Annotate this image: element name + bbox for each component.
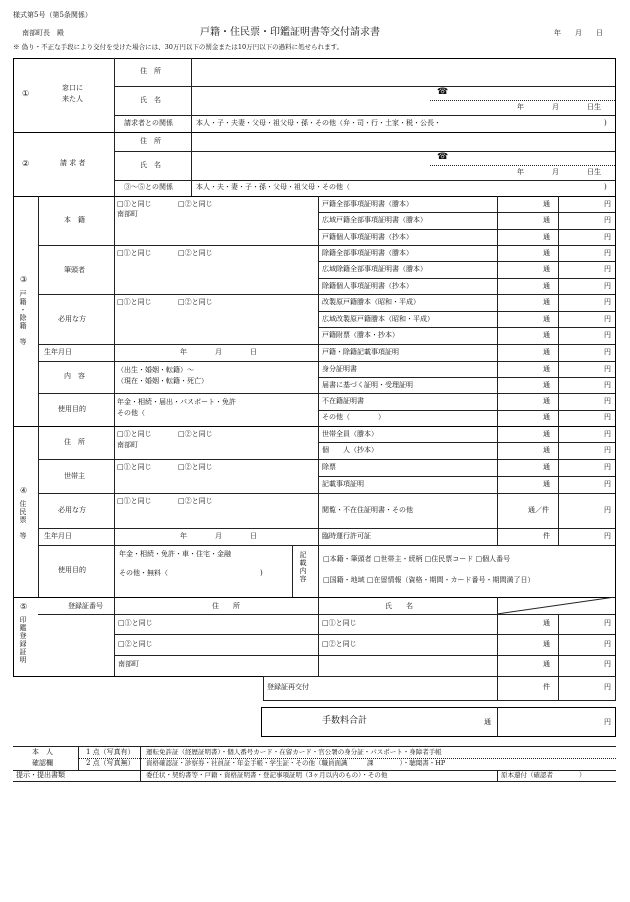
footer-teiji: 提示・提出書類 xyxy=(16,771,65,779)
section3-number: ③ xyxy=(20,275,28,284)
footer-r1-label: 1 点（写真有） xyxy=(86,748,135,756)
s4-address-same1[interactable]: □①と同じ xyxy=(117,430,152,438)
s4-item: 除票 xyxy=(322,463,336,471)
footer-r3-text[interactable]: 委任状・契約書等・戸籍・資格証明書・登記事項証明（3ヶ月以内のもの）・その他 xyxy=(146,771,388,779)
s4-purpose-close: ) xyxy=(260,569,263,577)
s4-item: 個 人（抄本） xyxy=(322,446,378,454)
section4-label: 住民票 等 xyxy=(19,500,27,540)
s3-hittousha-same2[interactable]: □②と同じ xyxy=(178,249,213,257)
s4-purpose-1[interactable]: 年金・相続・免許・車・住宅・金融 xyxy=(119,550,231,558)
s3-item: 広域戸籍全部事項証明書（謄本） xyxy=(322,216,427,224)
s4-kisai-2[interactable]: □国籍・地域 □在留情報（資格・期間・カード番号・期間満了日） xyxy=(323,576,535,584)
s5-unit: 通 xyxy=(543,640,550,648)
s4-birth-label: 生年月日 xyxy=(44,532,72,540)
s5-address-label: 住 所 xyxy=(212,602,240,610)
s4-setainushi-label: 世帯主 xyxy=(64,472,85,480)
s5-address-same1[interactable]: □①と同じ xyxy=(118,619,153,627)
s3-unit: 通 xyxy=(543,265,550,273)
s2-address-label: 住 所 xyxy=(140,137,161,145)
s5-yen: 円 xyxy=(604,640,611,648)
s3-honseki-same1[interactable]: □①と同じ xyxy=(117,200,152,208)
s3-unit: 通 xyxy=(543,397,550,405)
s4-yen: 円 xyxy=(604,532,611,540)
s3-item: 戸籍・除籍記載事項証明 xyxy=(322,348,399,356)
s3-yen: 円 xyxy=(604,315,611,323)
s5-address-same2[interactable]: □②と同じ xyxy=(118,640,153,648)
s1-phone-icon: ☎ xyxy=(437,87,449,97)
s3-purpose-1[interactable]: 年金・相続・届出・パスポート・免許 xyxy=(117,398,236,406)
s3-yen: 円 xyxy=(604,365,611,373)
s3-unit: 通 xyxy=(543,315,550,323)
s3-item: 不在籍証明書 xyxy=(322,397,364,405)
s4-item: 閲覧・不在住証明書・その他 xyxy=(322,506,413,514)
s3-item: 除籍全部事項証明書（謄本） xyxy=(322,249,413,257)
request-date: 年 月 日 xyxy=(554,29,603,37)
s3-item: 届書に基づく証明・受理証明 xyxy=(322,381,413,389)
section5-number: ⑤ xyxy=(20,602,28,611)
s3-unit: 通 xyxy=(543,331,550,339)
s5-reg-no-field[interactable] xyxy=(40,616,112,675)
s2-dob: 年 月 日生 xyxy=(517,168,601,176)
s4-address-town: 南部町 xyxy=(117,441,138,449)
s2-name-label: 氏 名 xyxy=(140,161,161,169)
s5-address-town: 南部町 xyxy=(118,660,139,668)
section2-number: ② xyxy=(22,159,30,168)
s4-address-same2[interactable]: □②と同じ xyxy=(178,430,213,438)
s1-address-field[interactable] xyxy=(193,60,613,85)
s3-item: 改製原戸籍謄本（昭和・平成） xyxy=(322,298,420,306)
s5-diagonal-line xyxy=(497,597,616,615)
s3-unit: 通 xyxy=(543,233,550,241)
s3-item: 広域改製原戸籍謄本（昭和・平成） xyxy=(322,315,434,323)
footer-r2-text[interactable]: 資格確認証・診察券・社員証・年金手帳・学生証・その他（職員面識 課 ）・聴聞書・HP xyxy=(146,759,446,767)
s3-yen: 円 xyxy=(604,331,611,339)
s4-purpose-2[interactable]: その他・無料（ xyxy=(119,569,168,577)
s2-relation-close: ) xyxy=(604,183,607,191)
s3-item: 戸籍個人事項証明書（抄本） xyxy=(322,233,413,241)
s4-kisai-1[interactable]: □本籍・筆頭者 □世帯主・続柄 □住民票コード □個人番号 xyxy=(323,555,511,563)
s1-address-label: 住 所 xyxy=(140,67,161,75)
s3-birth-label: 生年月日 xyxy=(44,348,72,356)
s3-unit: 通 xyxy=(543,282,550,290)
s3-purpose-2[interactable]: その他（ xyxy=(117,409,145,417)
s3-item: 戸籍全部事項証明書（謄本） xyxy=(322,200,413,208)
s5-unit: 通 xyxy=(543,619,550,627)
s4-hitsuyou-same2[interactable]: □②と同じ xyxy=(178,497,213,505)
s3-yen: 円 xyxy=(604,216,611,224)
s3-yen: 円 xyxy=(604,413,611,421)
s3-yen: 円 xyxy=(604,298,611,306)
footer-honnin: 本 人 xyxy=(32,748,53,756)
s5-unit: 通 xyxy=(543,660,550,668)
s1-relation-options[interactable]: 本人・子・夫妻・父母・祖父母・孫・その他（弁・司・行・土家・税・公長・ xyxy=(196,119,441,127)
s4-unit: 件 xyxy=(543,532,550,540)
s5-name-same1[interactable]: □①と同じ xyxy=(322,619,357,627)
s3-unit: 通 xyxy=(543,200,550,208)
s4-hitsuyou-same1[interactable]: □①と同じ xyxy=(117,497,152,505)
s2-phone-icon: ☎ xyxy=(437,152,449,162)
s4-setainushi-same1[interactable]: □①と同じ xyxy=(117,463,152,471)
s3-hittousha-same1[interactable]: □①と同じ xyxy=(117,249,152,257)
s3-naiyou-2[interactable]: （現在・婚姻・転籍・死亡） xyxy=(117,377,208,385)
s3-yen: 円 xyxy=(604,265,611,273)
s3-naiyou-label: 内 容 xyxy=(64,372,85,380)
s4-yen: 円 xyxy=(604,463,611,471)
s4-unit: 通 xyxy=(543,430,550,438)
form-number: 様式第5号（第5条関係） xyxy=(13,11,92,19)
s4-yen: 円 xyxy=(604,446,611,454)
s2-relation-label: ③～⑤との関係 xyxy=(124,183,173,191)
s5-yen: 円 xyxy=(604,660,611,668)
s4-yen: 円 xyxy=(604,480,611,488)
footer-kakunin: 確認欄 xyxy=(32,759,53,767)
section1-label-2: 来た人 xyxy=(62,95,83,103)
s3-yen: 円 xyxy=(604,282,611,290)
section5-label: 印鑑登録証明 xyxy=(19,616,27,664)
s3-yen: 円 xyxy=(604,249,611,257)
s5-reg-no-label: 登録証番号 xyxy=(68,602,103,610)
section1-label-1: 窓口に xyxy=(62,84,83,92)
s3-yen: 円 xyxy=(604,233,611,241)
s3-unit: 通 xyxy=(543,365,550,373)
s4-yen: 円 xyxy=(604,506,611,514)
s4-item: 臨時運行許可証 xyxy=(322,532,371,540)
s3-item: 身分証明書 xyxy=(322,365,357,373)
s3-unit: 通 xyxy=(543,381,550,389)
s5-name-label: 氏 名 xyxy=(385,602,413,610)
s3-honseki-label: 本 籍 xyxy=(64,216,85,224)
s3-birth-date[interactable]: 年 月 日 xyxy=(180,348,257,356)
s5-reissue-unit: 件 xyxy=(543,683,550,691)
s3-yen: 円 xyxy=(604,397,611,405)
s3-hitsuyou-label: 必用な方 xyxy=(58,315,86,323)
fee-total-yen: 円 xyxy=(604,718,611,726)
s3-naiyou-1[interactable]: （出生・婚姻・転籍）～ xyxy=(117,366,194,374)
s4-unit: 通 xyxy=(543,446,550,454)
section4-number: ④ xyxy=(20,486,28,495)
s4-purpose-label: 使用目的 xyxy=(58,566,86,574)
footer-r2-label: 2 点（写真無） xyxy=(86,759,135,767)
s3-item: 広域除籍全部事項証明書（謄本） xyxy=(322,265,427,273)
warning-notice: ※ 偽り・不正な手段により交付を受けた場合には、30万円以下の罰金または10万円以下の過料に処せられます。 xyxy=(13,43,344,51)
form-title: 戸籍・住民票・印鑑証明書等交付請求書 xyxy=(200,27,380,38)
section1-number: ① xyxy=(22,89,30,98)
s4-yen: 円 xyxy=(604,430,611,438)
s1-name-field[interactable] xyxy=(193,88,428,114)
s4-hitsuyou-label: 必用な方 xyxy=(58,506,86,514)
s3-item: 除籍個人事項証明書（抄本） xyxy=(322,282,413,290)
s4-setainushi-same2[interactable]: □②と同じ xyxy=(178,463,213,471)
s4-unit: 通 xyxy=(543,480,550,488)
fee-total-label: 手数料合計 xyxy=(322,716,368,726)
fee-total-unit: 通 xyxy=(484,718,491,726)
s3-unit: 通 xyxy=(543,216,550,224)
footer-r1-text[interactable]: 運転免許証（経歴証明書）・個人番号カード・在留カード・官公署の身分証・パスポート・身障者手帳 xyxy=(146,748,442,756)
section2-label: 請 求 者 xyxy=(60,159,86,167)
s4-item: 世帯全員（謄本） xyxy=(322,430,378,438)
s3-honseki-town: 南部町 xyxy=(117,210,138,218)
s5-yen: 円 xyxy=(604,619,611,627)
section3-label: 戸籍・除籍 等 xyxy=(19,290,27,346)
s4-address-label: 住 所 xyxy=(64,438,85,446)
s3-honseki-same2[interactable]: □②と同じ xyxy=(178,200,213,208)
s5-reissue-label: 登録証再交付 xyxy=(267,683,309,691)
fee-total-box xyxy=(261,707,616,737)
s1-relation-label: 請求者との関係 xyxy=(124,119,173,127)
s4-birth-date[interactable]: 年 月 日 xyxy=(180,532,257,540)
addressee: 南部町長 殿 xyxy=(22,29,64,37)
s3-yen: 円 xyxy=(604,348,611,356)
s1-dob: 年 月 日生 xyxy=(517,103,601,111)
s3-purpose-label: 使用目的 xyxy=(58,405,86,413)
s3-unit: 通 xyxy=(543,249,550,257)
s4-item: 記載事項証明 xyxy=(322,480,364,488)
s3-yen: 円 xyxy=(604,381,611,389)
s3-hitsuyou-same2[interactable]: □②と同じ xyxy=(178,298,213,306)
s3-item: 戸籍附票（謄本・抄本） xyxy=(322,331,399,339)
s3-hittousha-label: 筆頭者 xyxy=(64,266,85,274)
s2-name-field[interactable] xyxy=(193,153,428,179)
s3-unit: 通 xyxy=(543,298,550,306)
s1-relation-close: ) xyxy=(604,119,607,127)
s2-relation-options[interactable]: 本人・夫・妻・子・孫・父母・祖父母・その他（ xyxy=(196,183,350,191)
s4-kisai-label: 記載内容 xyxy=(299,551,307,583)
s2-address-field[interactable] xyxy=(193,134,613,150)
s4-unit: 通 xyxy=(543,463,550,471)
s3-hitsuyou-same1[interactable]: □①と同じ xyxy=(117,298,152,306)
footer-r3-right[interactable]: 原本還付（確認者 ） xyxy=(501,771,586,779)
s4-unit: 通／件 xyxy=(528,506,549,514)
s3-unit: 通 xyxy=(543,413,550,421)
s1-name-label: 氏 名 xyxy=(140,96,161,104)
s3-yen: 円 xyxy=(604,200,611,208)
s3-unit: 通 xyxy=(543,348,550,356)
s3-item: その他（ ） xyxy=(322,413,385,421)
s5-reissue-yen: 円 xyxy=(604,683,611,691)
s5-name-same2[interactable]: □②と同じ xyxy=(322,640,357,648)
